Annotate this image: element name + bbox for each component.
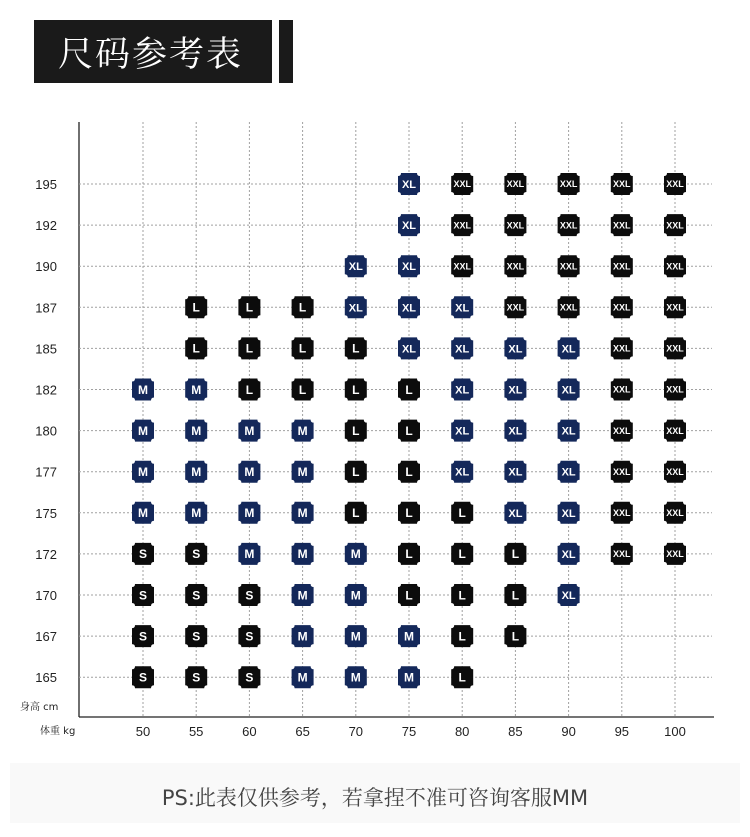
- size-badge-label: L: [192, 300, 200, 315]
- y-tick-label: 180: [35, 423, 57, 439]
- size-badge-label: XXL: [666, 179, 684, 190]
- size-badge-label: L: [511, 547, 520, 562]
- size-badge-label: M: [138, 465, 148, 480]
- y-tick-label: 167: [35, 629, 57, 645]
- size-badge-label: L: [352, 341, 360, 356]
- size-badge-label: L: [405, 465, 413, 480]
- size-badge-label: XXL: [613, 302, 631, 313]
- size-badge-label: M: [244, 465, 255, 480]
- page-title: 尺码参考表: [58, 34, 244, 75]
- size-badge-label: XXL: [666, 508, 684, 519]
- size-badge-label: XL: [401, 261, 417, 274]
- footnote: PS:此表仅供参考，若拿捏不准可咨询客服MM: [161, 786, 589, 810]
- size-badge-label: XXL: [506, 261, 525, 272]
- y-tick-label: 177: [35, 464, 57, 480]
- size-badge-label: M: [191, 382, 202, 397]
- x-tick-label: 55: [188, 724, 204, 739]
- size-badge-label: S: [192, 588, 201, 603]
- size-badge-label: XL: [561, 425, 576, 438]
- size-badge-label: XL: [401, 178, 417, 191]
- size-badge-label: XL: [508, 425, 523, 438]
- size-badge-label: XXL: [666, 261, 684, 272]
- x-tick-label: 70: [348, 724, 364, 739]
- size-badge-label: XXL: [613, 179, 631, 190]
- size-badge-label: M: [297, 670, 308, 685]
- size-badge-label: M: [350, 588, 361, 603]
- size-badge-label: M: [138, 506, 148, 521]
- size-badge-label: XL: [401, 302, 417, 315]
- size-badge-label: L: [352, 465, 360, 480]
- size-badge-label: M: [191, 465, 202, 480]
- y-tick-label: 192: [35, 218, 57, 234]
- size-badge-label: M: [138, 382, 148, 397]
- size-badge-label: S: [138, 588, 148, 603]
- size-badge-label: L: [405, 547, 413, 562]
- size-badge-label: M: [350, 629, 361, 644]
- size-badge-label: XL: [561, 548, 576, 561]
- size-badge-label: XXL: [613, 220, 631, 231]
- size-badge-label: L: [245, 382, 254, 397]
- size-badge-label: XL: [508, 384, 523, 397]
- size-badge-label: XL: [348, 261, 363, 274]
- size-badge-label: XXL: [559, 302, 578, 313]
- size-badge-label: L: [405, 588, 413, 603]
- size-badge-label: L: [352, 382, 360, 397]
- size-badge-label: XXL: [559, 261, 578, 272]
- y-tick-label: 187: [35, 300, 57, 316]
- size-badge-label: XL: [455, 425, 470, 438]
- size-badge-label: XL: [508, 466, 523, 479]
- size-badge-label: S: [245, 588, 254, 603]
- size-badge-label: M: [404, 670, 414, 685]
- size-badge-label: XXL: [666, 302, 684, 313]
- size-badge-label: L: [458, 506, 466, 521]
- x-tick-label: 85: [508, 724, 523, 739]
- y-tick-label: 172: [35, 546, 57, 562]
- size-badge-label: XL: [561, 589, 576, 602]
- size-badge-label: L: [298, 382, 307, 397]
- size-badge-label: XXL: [666, 466, 684, 477]
- x-tick-label: 50: [135, 724, 151, 739]
- x-tick-label: 90: [561, 724, 576, 739]
- size-badge-label: L: [352, 423, 360, 438]
- size-badge-label: M: [404, 629, 414, 644]
- size-badge-label: L: [192, 341, 200, 356]
- size-badge-label: XXL: [453, 220, 471, 231]
- size-badge-label: XXL: [506, 302, 525, 313]
- size-badge-label: XL: [561, 343, 576, 356]
- size-badge-label: XXL: [666, 220, 684, 231]
- size-badge-label: L: [458, 547, 466, 562]
- size-badge-label: M: [297, 629, 308, 644]
- size-badge-label: XL: [508, 507, 523, 520]
- size-badge-label: L: [352, 506, 360, 521]
- size-badge-label: XL: [455, 384, 470, 397]
- size-badge-label: XXL: [666, 549, 684, 560]
- size-badge-label: M: [244, 423, 255, 438]
- size-badge-label: L: [245, 341, 254, 356]
- size-badge-label: S: [192, 547, 201, 562]
- size-badge-label: XL: [455, 302, 470, 315]
- size-badge-label: XXL: [613, 466, 631, 477]
- size-badge-label: XL: [561, 507, 576, 520]
- size-badge-label: XL: [455, 466, 470, 479]
- y-tick-label: 185: [35, 341, 57, 357]
- size-badge-label: L: [458, 629, 466, 644]
- x-tick-label: 100: [664, 724, 686, 739]
- size-badge-label: M: [138, 423, 148, 438]
- size-badge-label: XXL: [453, 179, 471, 190]
- size-badge-label: M: [244, 547, 255, 562]
- size-badge-label: XXL: [613, 549, 631, 560]
- y-tick-label: 165: [35, 670, 57, 686]
- size-badge-label: XXL: [613, 261, 631, 272]
- size-badge-label: XL: [401, 220, 417, 233]
- y-tick-label: 190: [35, 259, 57, 275]
- size-badge-label: XXL: [506, 220, 525, 231]
- size-badge-label: L: [511, 588, 520, 603]
- size-badge-label: XXL: [613, 384, 631, 395]
- y-tick-label: 170: [35, 588, 57, 603]
- size-badge-label: L: [405, 423, 413, 438]
- size-badge-label: XXL: [559, 220, 578, 231]
- size-badge-label: XL: [348, 302, 363, 315]
- size-badge-label: M: [350, 547, 361, 562]
- x-tick-label: 95: [614, 724, 630, 739]
- x-tick-label: 75: [401, 724, 417, 739]
- y-tick-label: 175: [35, 505, 57, 521]
- size-badge-label: XXL: [666, 425, 684, 436]
- x-tick-label: 80: [454, 724, 470, 739]
- size-badge-label: S: [138, 547, 148, 562]
- size-badge-label: XXL: [613, 508, 631, 519]
- x-axis-label: 体重 kg: [40, 726, 76, 737]
- size-badge-label: S: [138, 670, 148, 685]
- size-badge-label: S: [138, 629, 148, 644]
- size-badge-label: XL: [508, 343, 523, 356]
- size-badge-label: S: [192, 670, 201, 685]
- x-tick-label: 65: [295, 724, 310, 739]
- size-badge-label: L: [298, 300, 307, 315]
- x-tick-label: 60: [242, 724, 257, 739]
- size-badge-label: L: [511, 629, 520, 644]
- size-badge-label: L: [405, 382, 413, 397]
- size-badge-label: XL: [561, 384, 576, 397]
- size-badge-label: S: [245, 670, 254, 685]
- size-badge-label: XXL: [613, 425, 631, 436]
- size-badge-label: XL: [401, 343, 417, 356]
- size-badge-label: M: [191, 423, 202, 438]
- size-badge-label: M: [297, 423, 308, 438]
- size-badge-label: M: [297, 506, 308, 521]
- size-badge-label: XXL: [559, 179, 578, 190]
- size-badge-label: L: [458, 670, 466, 685]
- size-badge-label: M: [297, 547, 308, 562]
- size-badge-label: XXL: [506, 179, 525, 190]
- size-badge-label: XXL: [453, 261, 471, 272]
- size-badge-label: XXL: [666, 384, 684, 395]
- size-badge-label: M: [297, 465, 308, 480]
- size-badge-label: M: [191, 506, 202, 521]
- size-badge-label: M: [350, 670, 361, 685]
- size-badge-label: XL: [561, 466, 576, 479]
- size-badge-label: M: [297, 588, 308, 603]
- y-tick-label: 182: [35, 382, 57, 398]
- size-badge-label: L: [298, 341, 307, 356]
- size-badge-label: L: [458, 588, 466, 603]
- size-badge-label: XXL: [666, 343, 684, 354]
- size-badge-label: XL: [455, 343, 470, 356]
- y-axis-label: 身高 cm: [20, 702, 59, 713]
- size-badge-label: XXL: [613, 343, 631, 354]
- size-badge-label: L: [405, 506, 413, 521]
- size-badge-label: M: [244, 506, 255, 521]
- size-badge-label: S: [245, 629, 254, 644]
- size-badge-label: L: [245, 300, 254, 315]
- y-tick-label: 195: [35, 177, 57, 192]
- size-badge-label: S: [192, 629, 201, 644]
